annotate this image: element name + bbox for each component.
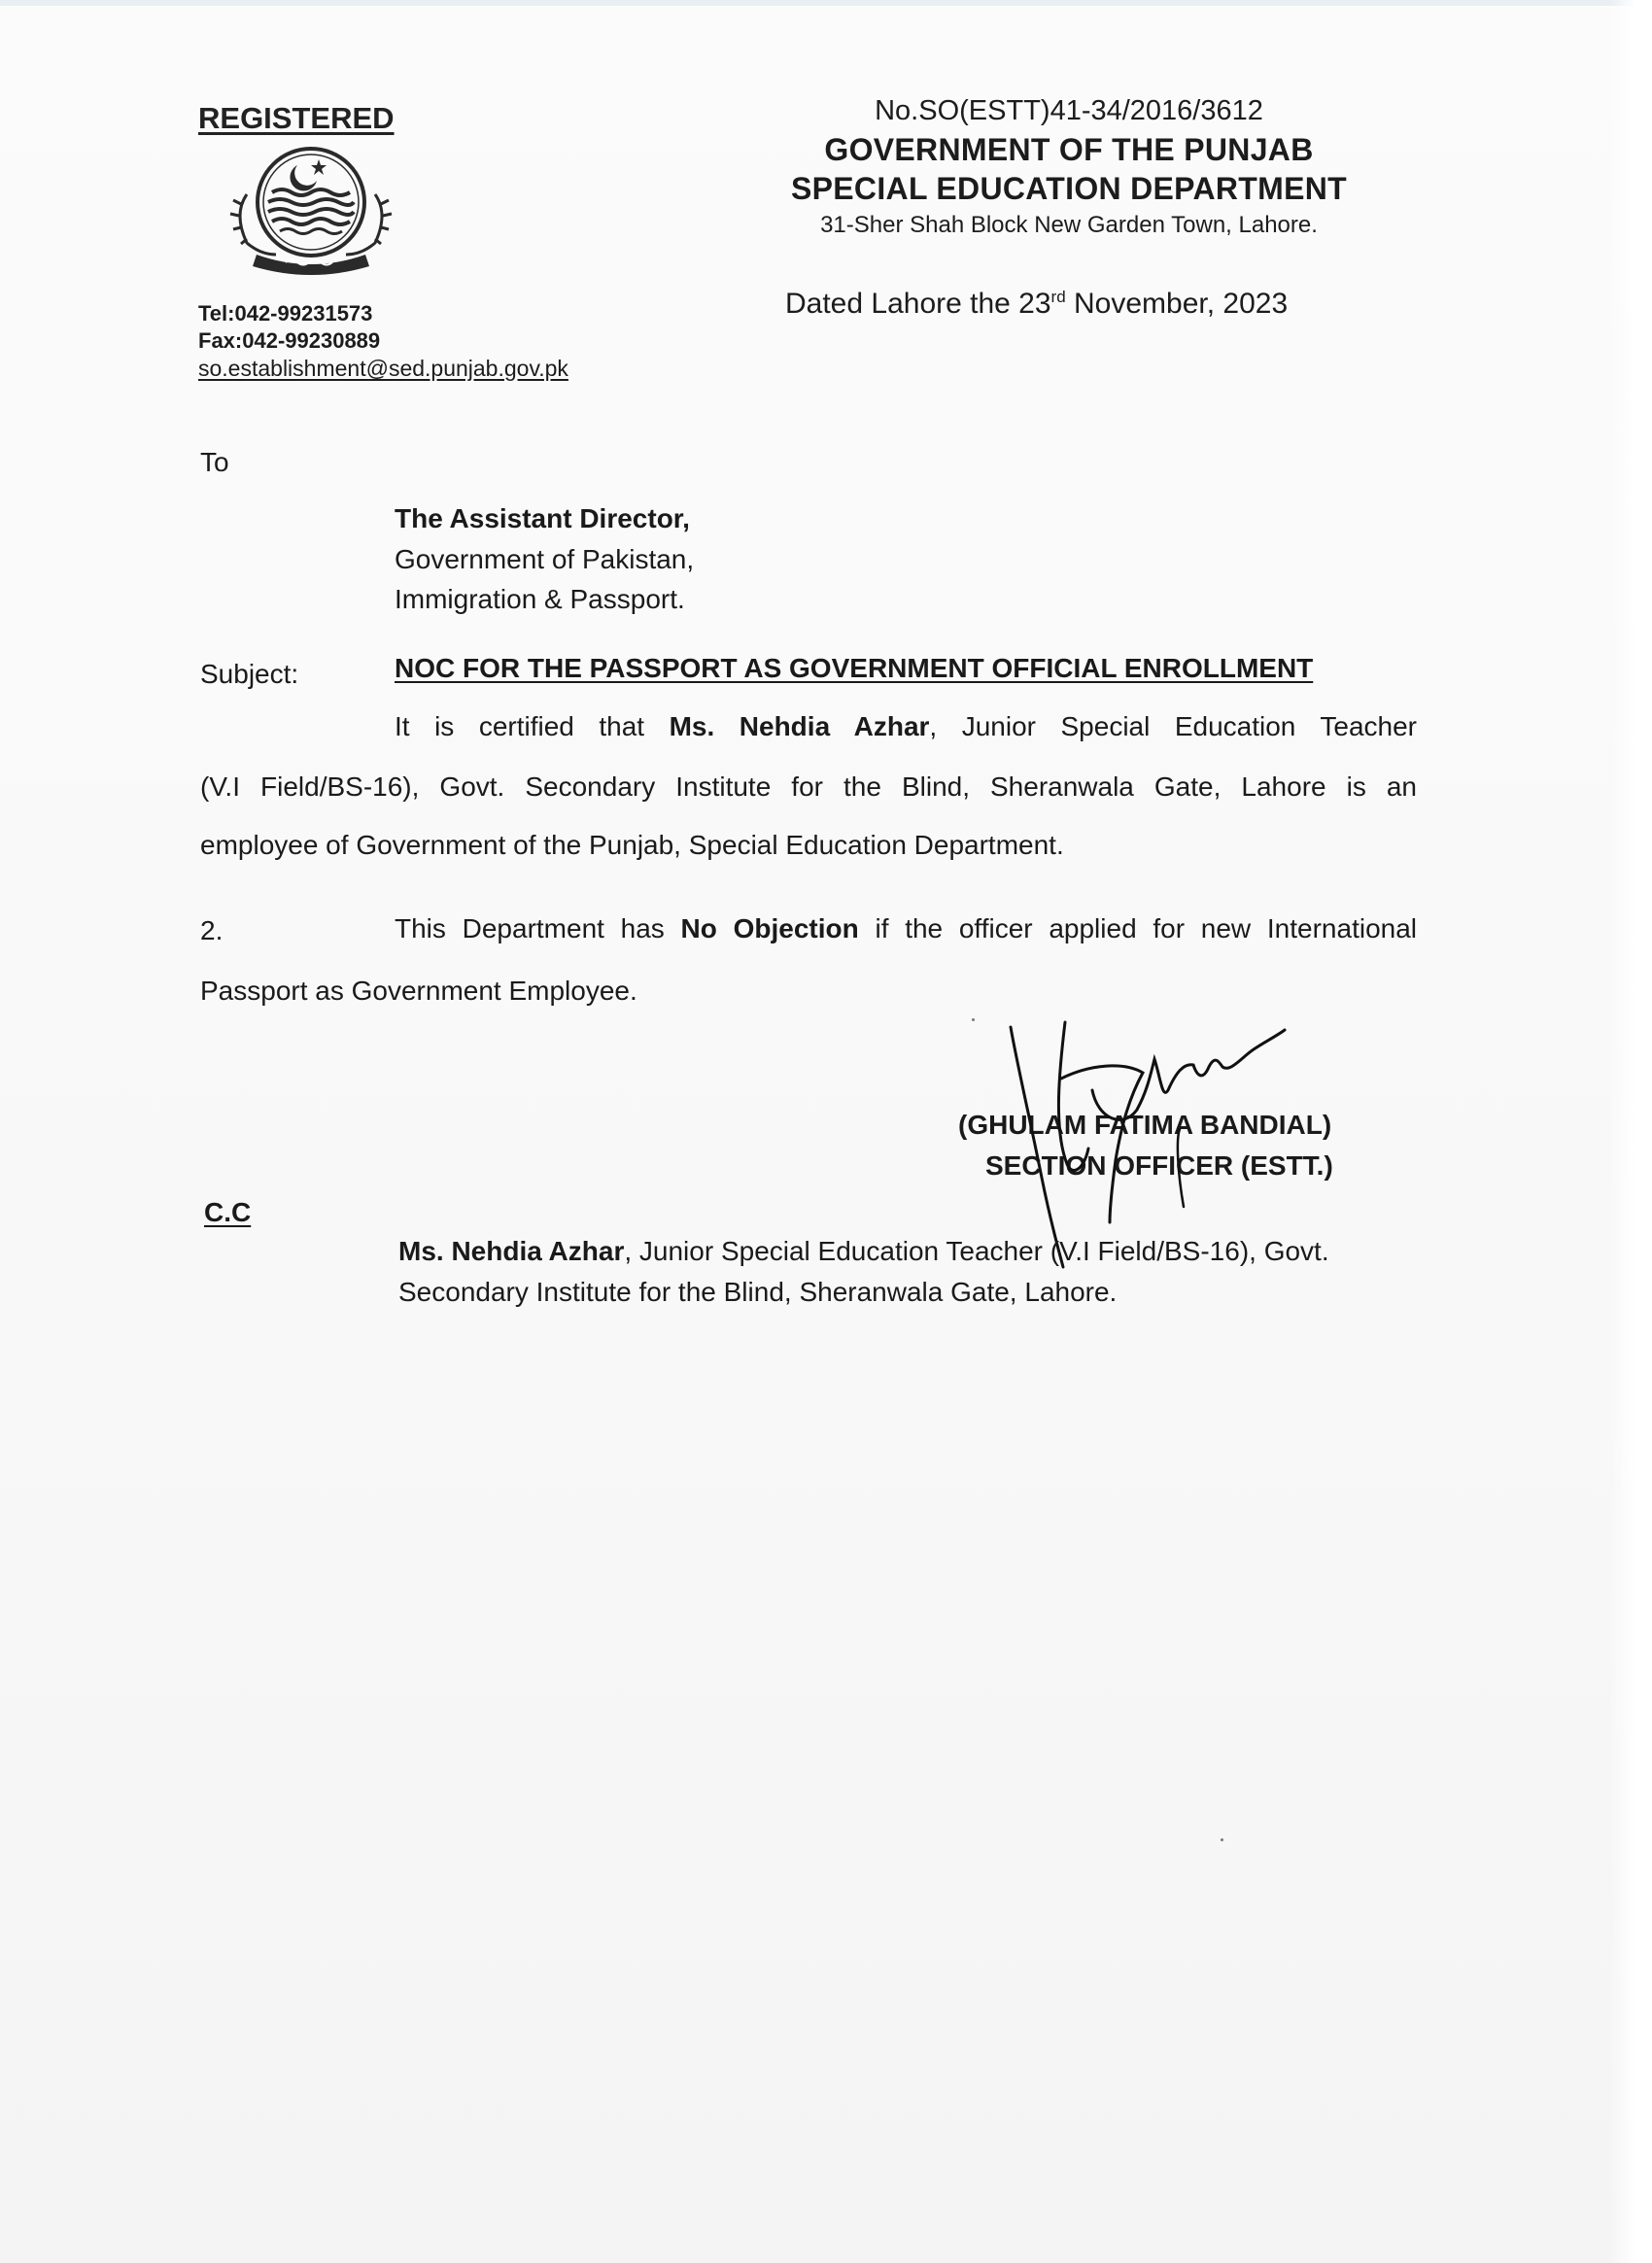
paragraph-1-line-2: (V.I Field/BS-16), Govt. Secondary Institute for the Blind, Sheranwala Gate, Lahore is an xyxy=(200,771,1417,802)
employee-name: Ms. Nehdia Azhar xyxy=(669,711,930,741)
recipient-title: The Assistant Director, xyxy=(395,503,690,533)
paragraph-1-line-1 xyxy=(395,711,1417,742)
fax-number: Fax:042-99230889 xyxy=(198,328,381,353)
recipient-organization: Government of Pakistan, xyxy=(395,544,695,574)
paragraph-number: 2. xyxy=(200,915,224,945)
paragraph-2-line-2: Passport as Government Employee. xyxy=(200,976,637,1006)
paragraph-2-line-1 xyxy=(395,913,1417,944)
scan-edge xyxy=(0,0,1652,6)
para2-text: if the officer applied for new International xyxy=(858,913,1418,943)
date-prefix: Dated Lahore the 23 xyxy=(785,288,1051,320)
email-address-link[interactable]: so.establishment@sed.punjab.gov.pk xyxy=(198,356,568,381)
subject-text: NOC FOR THE PASSPORT AS GOVERNMENT OFFICIAL ENROLLMENT xyxy=(395,653,1314,683)
signatory-name: (GHULAM FATIMA BANDIAL) xyxy=(958,1110,1332,1140)
para1-text: It is certified that xyxy=(395,711,670,741)
cc-line-1 xyxy=(398,1236,1421,1267)
government-title: GOVERNMENT OF THE PUNJAB xyxy=(824,132,1314,167)
para1-text: , Junior Special Education Teacher xyxy=(929,711,1418,741)
date-ordinal-suffix: rd xyxy=(1050,288,1066,306)
para2-text: This Department has xyxy=(395,913,681,943)
scan-speck xyxy=(972,1018,975,1021)
cc-label: C.C xyxy=(204,1197,252,1227)
signatory-designation: SECTION OFFICER (ESTT.) xyxy=(985,1150,1333,1181)
no-objection-text: No Objection xyxy=(680,913,859,943)
paragraph-1-line-3: employee of Government of the Punjab, Special Education Department. xyxy=(200,830,1064,860)
department-address: 31-Sher Shah Block New Garden Town, Lahore. xyxy=(820,212,1318,238)
department-title: SPECIAL EDUCATION DEPARTMENT xyxy=(791,171,1347,206)
cc-text: , Junior Special Education Teacher (V.I Field/BS-16), Govt. xyxy=(624,1236,1329,1266)
cc-line-2: Secondary Institute for the Blind, Sheranwala Gate, Lahore. xyxy=(398,1277,1118,1307)
scan-speck xyxy=(1221,1838,1223,1841)
cc-employee-name: Ms. Nehdia Azhar xyxy=(398,1236,625,1266)
to-label: To xyxy=(200,447,229,477)
letter-date xyxy=(785,288,1288,321)
recipient-department: Immigration & Passport. xyxy=(395,584,685,614)
date-suffix: November, 2023 xyxy=(1065,288,1289,320)
punjab-emblem-icon xyxy=(218,146,412,284)
registered-label: REGISTERED xyxy=(198,101,395,135)
handwritten-signature xyxy=(952,983,1302,1275)
telephone-number: Tel:042-99231573 xyxy=(198,301,373,326)
reference-number: No.SO(ESTT)41-34/2016/3612 xyxy=(875,95,1263,126)
subject-label: Subject: xyxy=(200,659,299,689)
scan-edge xyxy=(1609,0,1652,2263)
